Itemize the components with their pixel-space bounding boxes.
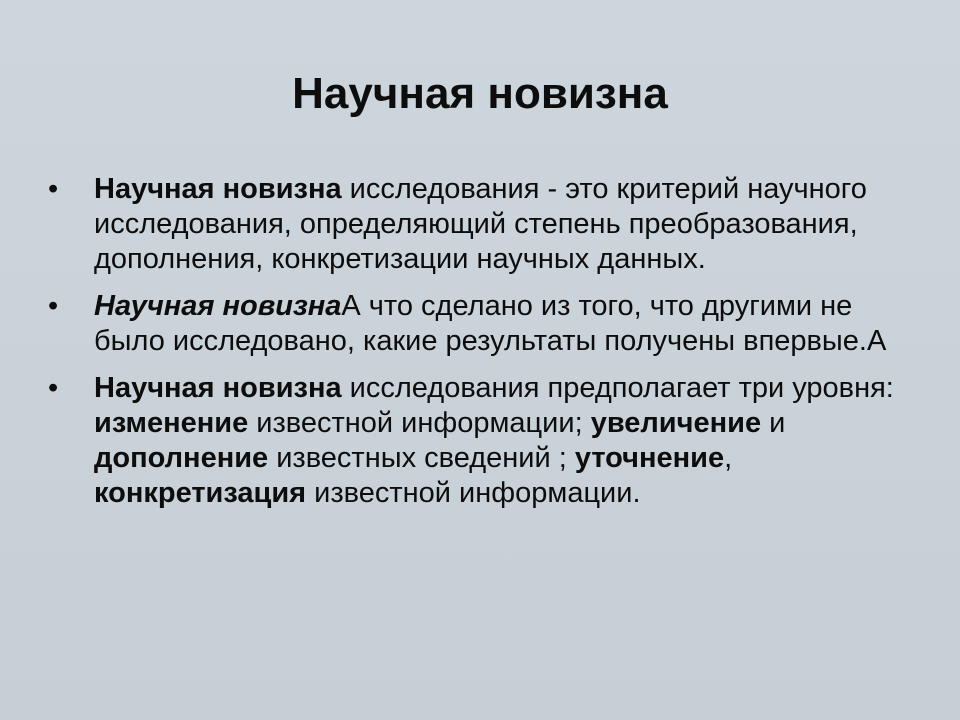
item-text: А что сделано из того, что другими не было исследовано, какие результаты получены впервые.А: [94, 290, 887, 357]
list-item: [48, 172, 908, 277]
term-addition: дополнение: [94, 442, 269, 474]
term-change: изменение: [94, 407, 249, 439]
bullet-icon: •: [48, 372, 59, 404]
bullet-icon: •: [48, 173, 59, 205]
list-item: [48, 289, 908, 359]
term-bold-italic: Научная новизна: [94, 290, 342, 322]
bullet-list: [48, 172, 908, 523]
item-text: и: [761, 407, 786, 439]
item-text: исследования - это критерий научного исследования, определяющий степень преобразования, дополнения, конкретизации научных данных.: [94, 173, 867, 275]
term-bold: Научная новизна: [94, 372, 342, 404]
term-refinement: уточнение: [574, 442, 725, 474]
slide-title: Научная новизна: [292, 69, 668, 118]
term-concretization: конкретизация: [94, 477, 307, 509]
item-text: ,: [724, 442, 733, 474]
list-item: [48, 371, 908, 511]
term-bold: Научная новизна: [94, 173, 342, 205]
item-text: известной информации.: [306, 477, 641, 509]
term-increase: увеличение: [590, 407, 762, 439]
item-text: известных сведений ;: [268, 442, 575, 474]
item-text: известной информации;: [248, 407, 591, 439]
item-text: исследования предполагает три уровня:: [341, 372, 894, 404]
bullet-icon: •: [48, 290, 59, 322]
